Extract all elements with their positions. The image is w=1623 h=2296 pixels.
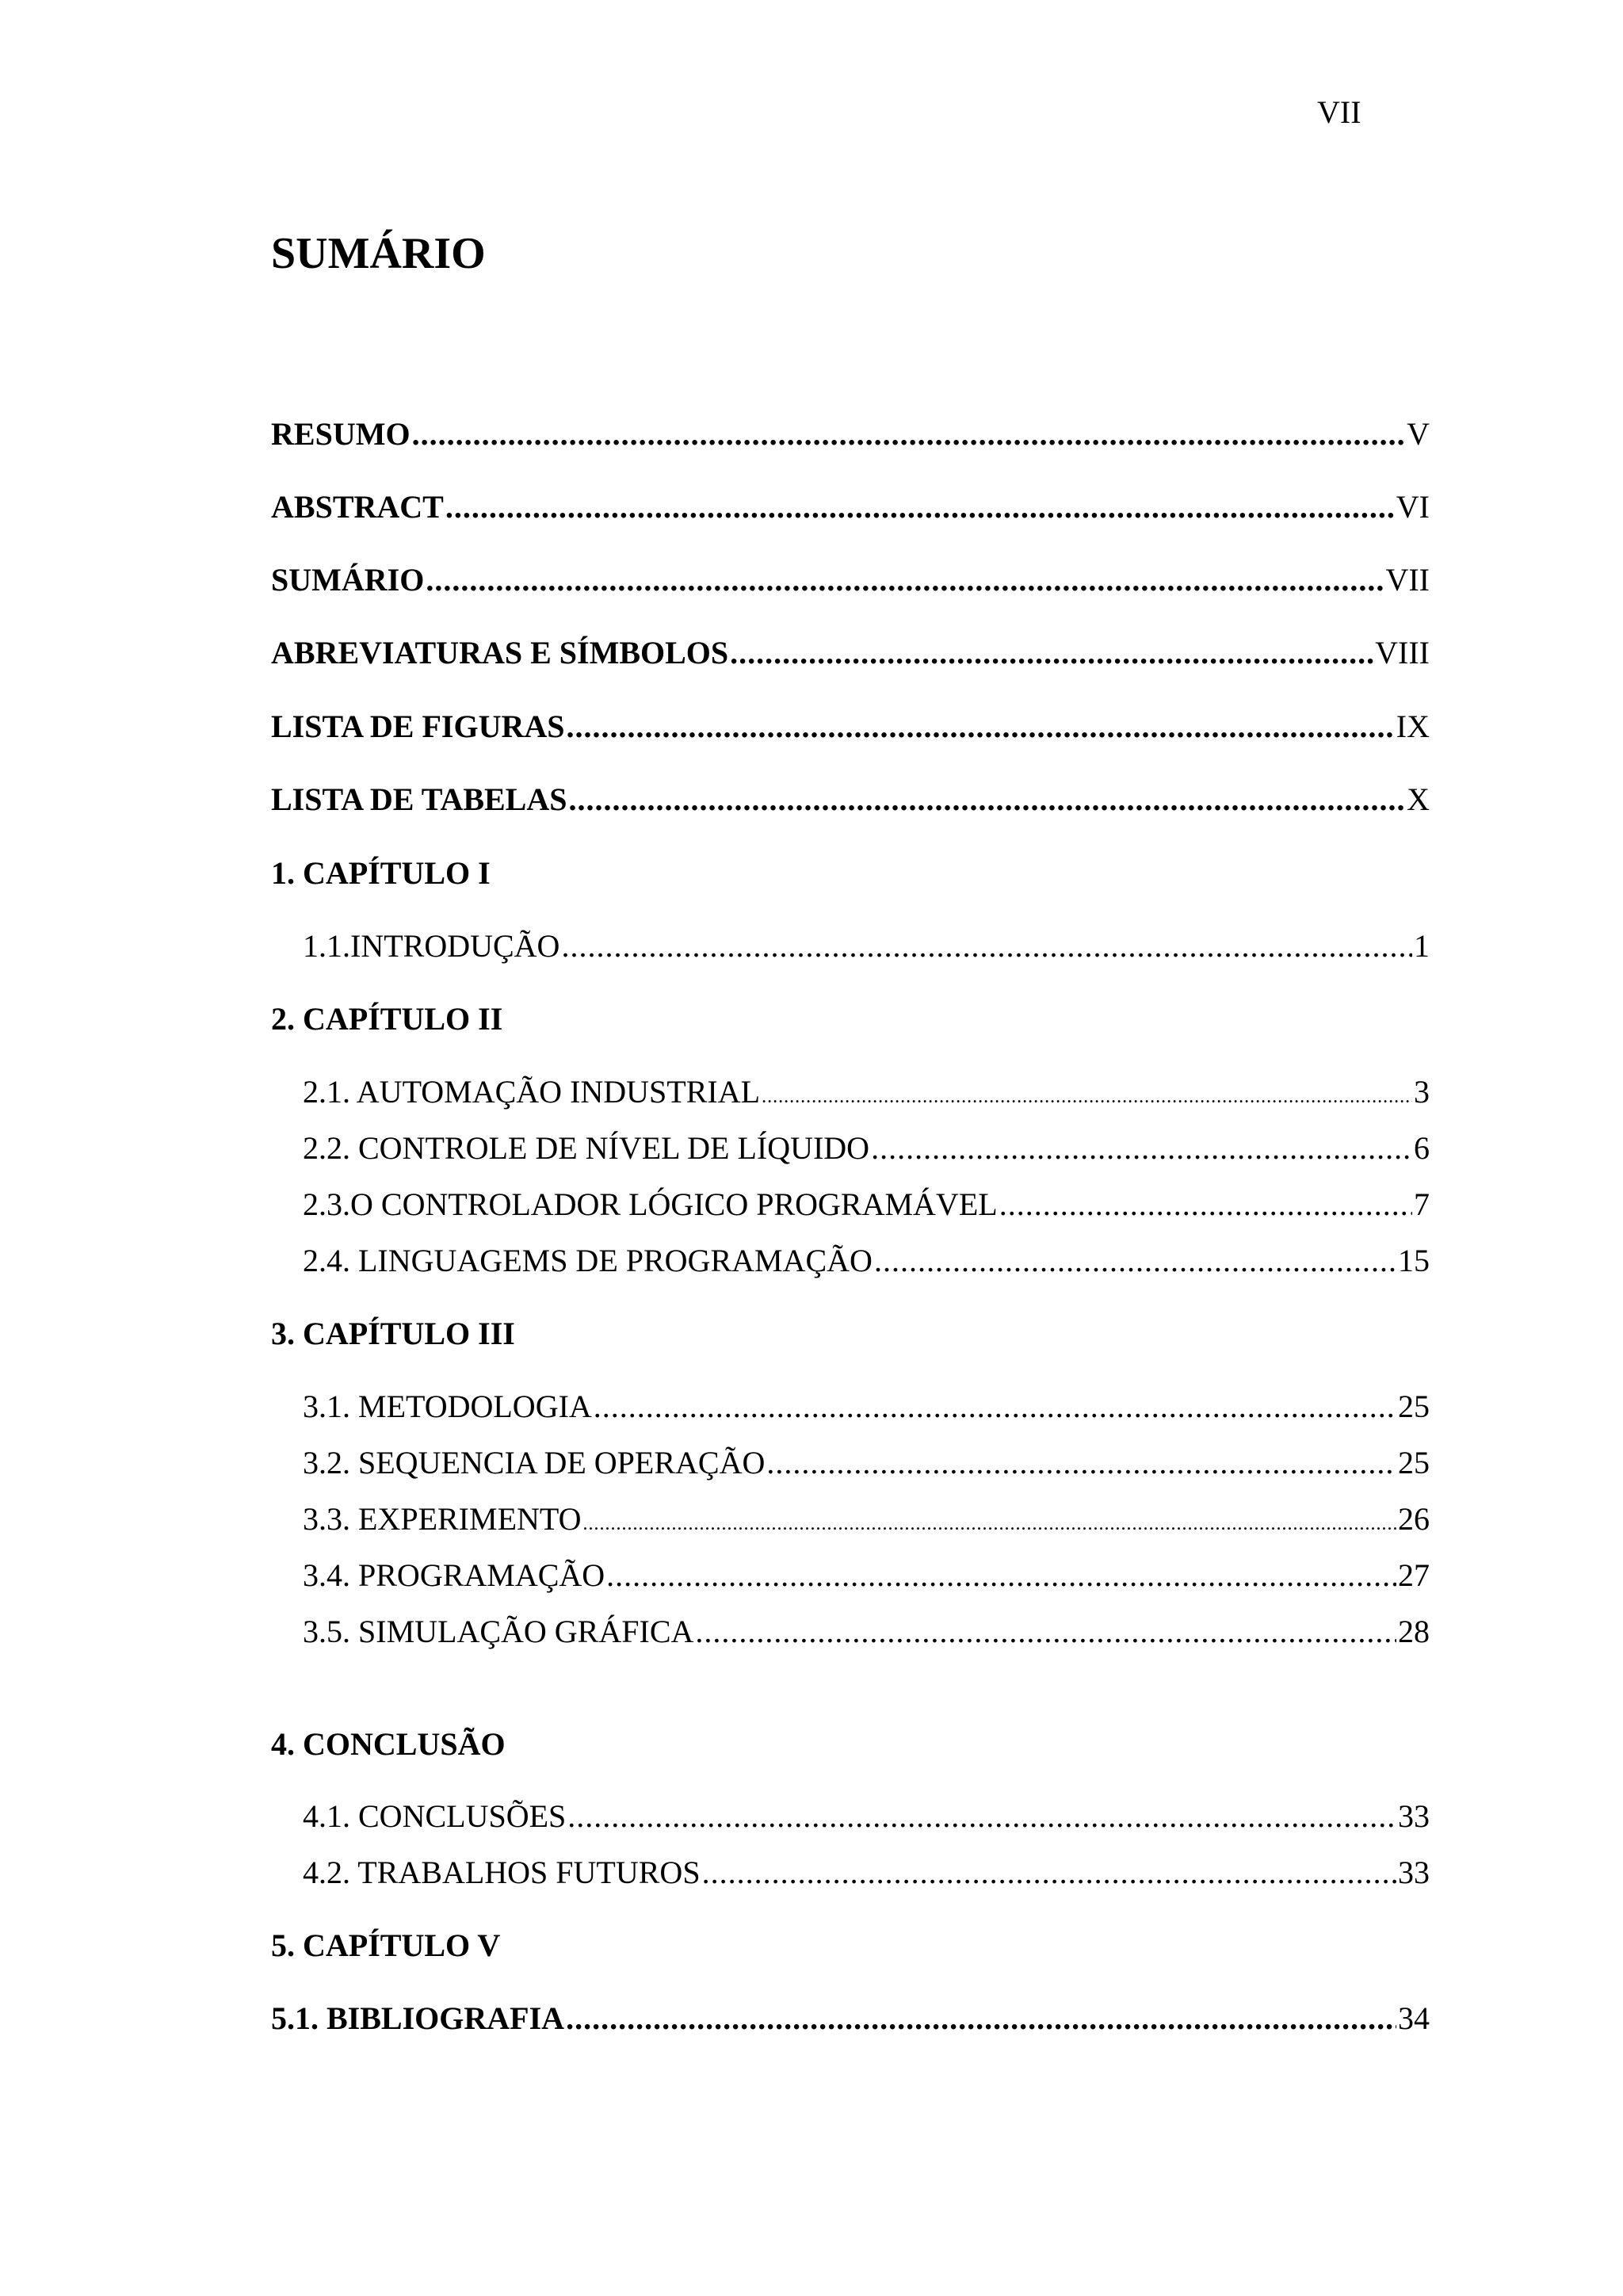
dot-leader (594, 1388, 1396, 1426)
toc-entry-label: 5.1. BIBLIOGRAFIA (271, 2000, 565, 2036)
dot-leader (445, 488, 1395, 526)
toc-entry-section[interactable] (303, 1444, 1430, 1482)
toc-entry-label: 3.3. EXPERIMENTO (303, 1501, 582, 1537)
toc-entry-abstract[interactable] (271, 488, 1430, 526)
toc-entry-section[interactable] (303, 1854, 1430, 1892)
dot-leader (426, 561, 1384, 599)
chapter-heading[interactable]: 5. CAPÍTULO V (271, 1927, 501, 1963)
dot-leader (999, 1186, 1412, 1224)
toc-entry-page: VIII (1375, 635, 1430, 670)
dot-leader (566, 2000, 1396, 2038)
toc-entry-label: 3.5. SIMULAÇÃO GRÁFICA (303, 1614, 694, 1649)
toc-entry-page: V (1407, 416, 1430, 452)
toc-entry-section[interactable] (303, 1500, 1430, 1543)
toc-entry-bibliografia[interactable] (271, 2000, 1430, 2038)
dot-leader (874, 1242, 1396, 1280)
toc-entry-page: 25 (1398, 1445, 1430, 1480)
toc-entry-label: 3.4. PROGRAMAÇÃO (303, 1557, 605, 1593)
toc-entry-page: X (1407, 781, 1430, 817)
dot-leader (702, 1854, 1396, 1892)
toc-entry-section[interactable] (303, 1388, 1430, 1426)
chapter-heading[interactable]: 1. CAPÍTULO I (271, 855, 491, 891)
chapter-heading[interactable]: 3. CAPÍTULO III (271, 1316, 515, 1351)
toc-entry-page: 1 (1414, 928, 1430, 964)
dot-leader (766, 1444, 1396, 1482)
toc-entry-sumario[interactable] (271, 561, 1430, 599)
toc-entry-resumo[interactable] (271, 415, 1430, 453)
toc-entry-label: ABSTRACT (271, 489, 444, 525)
toc-entry-label: 2.2. CONTROLE DE NÍVEL DE LÍQUIDO (303, 1130, 870, 1166)
dot-leader (695, 1613, 1396, 1651)
dot-leader (871, 1129, 1412, 1167)
toc-entry-page: VI (1396, 489, 1430, 525)
toc-entry-label: 4.2. TRABALHOS FUTUROS (303, 1855, 701, 1890)
toc-entry-section[interactable] (303, 1186, 1430, 1224)
toc-entry-label: LISTA DE TABELAS (271, 781, 567, 817)
chapter-heading[interactable]: 4. CONCLUSÃO (271, 1726, 506, 1762)
toc-entry-page: 25 (1398, 1389, 1430, 1424)
toc-entry-label: 4.1. CONCLUSÕES (303, 1798, 567, 1834)
toc-entry-section[interactable] (303, 1613, 1430, 1651)
dot-leader (566, 708, 1394, 746)
toc-entry-section[interactable] (303, 927, 1430, 965)
toc-entry-lista-figuras[interactable] (271, 708, 1430, 746)
toc-entry-page: 26 (1398, 1501, 1430, 1537)
toc-entry-label: 3.2. SEQUENCIA DE OPERAÇÃO (303, 1445, 766, 1480)
dot-leader (730, 634, 1373, 672)
dot-leader (412, 415, 1406, 453)
toc-entry-page: 7 (1414, 1186, 1430, 1222)
page-number: VII (1317, 94, 1361, 130)
toc-entry-page: 6 (1414, 1130, 1430, 1166)
toc-entry-label: 2.1. AUTOMAÇÃO INDUSTRIAL (303, 1074, 761, 1110)
toc-entry-page: VII (1385, 562, 1430, 598)
toc-entry-section[interactable] (303, 1557, 1430, 1595)
toc-entry-label: SUMÁRIO (271, 562, 425, 598)
page-title: SUMÁRIO (271, 229, 486, 278)
toc-entry-page: 3 (1414, 1074, 1430, 1110)
toc-entry-section[interactable] (303, 1797, 1430, 1836)
toc-entry-section[interactable] (303, 1242, 1430, 1280)
dot-leader (582, 1500, 1396, 1543)
toc-entry-page: 27 (1398, 1557, 1430, 1593)
toc-entry-page: 33 (1398, 1855, 1430, 1890)
toc-entry-label: LISTA DE FIGURAS (271, 709, 565, 744)
toc-entry-lista-tabelas[interactable] (271, 781, 1430, 819)
toc-entry-page: 28 (1398, 1614, 1430, 1649)
dot-leader (569, 781, 1406, 819)
toc-entry-label: RESUMO (271, 416, 411, 452)
toc-entry-label: ABREVIATURAS E SÍMBOLOS (271, 635, 729, 670)
toc-entry-abreviaturas[interactable] (271, 634, 1430, 672)
toc-entry-page: IX (1396, 709, 1430, 744)
chapter-heading[interactable]: 2. CAPÍTULO II (271, 1001, 503, 1037)
dot-leader (567, 1797, 1396, 1836)
dot-leader (561, 927, 1412, 965)
toc-entry-page: 15 (1398, 1243, 1430, 1278)
toc-entry-page: 34 (1398, 2000, 1430, 2036)
toc-entry-section[interactable] (303, 1073, 1430, 1116)
dot-leader (606, 1557, 1396, 1595)
toc-entry-label: 2.3.O CONTROLADOR LÓGICO PROGRAMÁVEL (303, 1186, 998, 1222)
toc-entry-label: 1.1.INTRODUÇÃO (303, 928, 560, 964)
toc-entry-section[interactable] (303, 1129, 1430, 1167)
toc-entry-label: 3.1. METODOLOGIA (303, 1389, 592, 1424)
dot-leader (762, 1073, 1412, 1116)
toc-entry-page: 33 (1398, 1798, 1430, 1834)
toc-entry-label: 2.4. LINGUAGEMS DE PROGRAMAÇÃO (303, 1243, 873, 1278)
